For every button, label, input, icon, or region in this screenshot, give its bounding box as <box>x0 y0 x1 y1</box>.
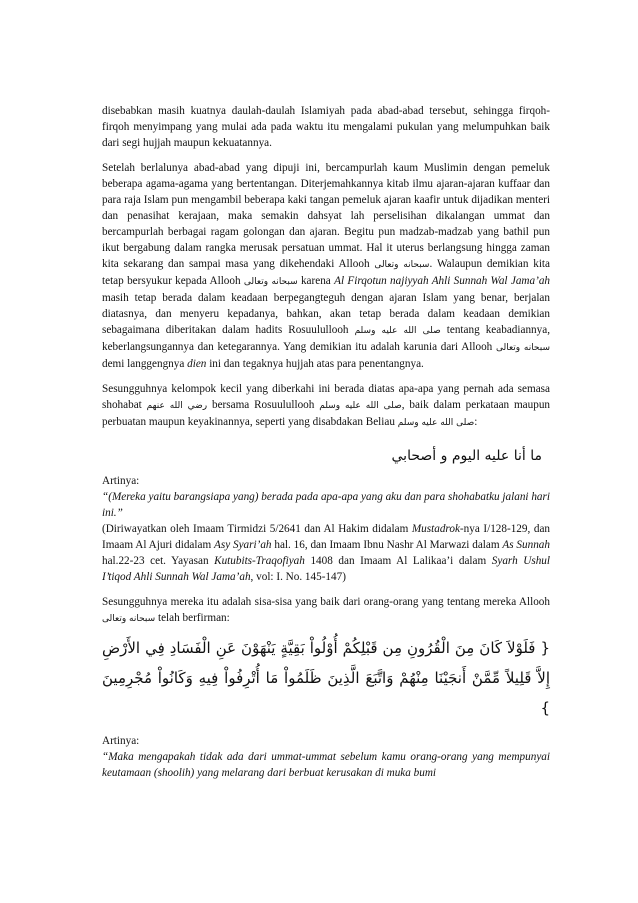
paragraph-4 <box>102 594 550 627</box>
p2-text-e: tentang keabadiannya, keberlangsungannya dan ketegarannya. Yang demikian itu adalah karunia dari Allooh <box>102 324 550 353</box>
p2-text-d: masih tetap berada dalam keadaan berpegangteguh dengan ajaran Islam yang benar, berjalan diatasnya, dan menyeru kepadanya, bahkan, akan tetap berada dalam keadaan demikian sebagaimana diberitakan dalam hadits Rosuulullooh <box>102 292 550 336</box>
artinya-1-text: “(Mereka yaitu barangsiapa yang) berada pada apa-apa yang aku dan para shohabatku jalani hari ini.” <box>102 491 550 519</box>
p3-text-c: , baik dalam perkataan maupun perbuatan maupun keyakinannya, seperti yang disabdakan Beliau <box>102 399 551 428</box>
p3-text-b: bersama Rosuulullooh <box>207 399 315 411</box>
hadith-source <box>102 521 550 585</box>
p3-arabic-radhiyallahu: رضي الله عنهم <box>146 401 208 411</box>
document-page <box>102 103 550 790</box>
p2-italic-dien: dien <box>187 358 207 370</box>
p2-arabic-honorific-2: سبحانه وتعالى <box>243 277 298 287</box>
p2-text-a: Setelah berlalunya abad-abad yang dipuji ini, bercampurlah kaum Muslimin dengan pemeluk beberapa agama-agama yang bertentangan. Diterjemahkannya kitab ilmu ajaran-ajaran kuffaar dan para raja Islam pun mengambil beberapa kaki tangan pemeluk ajaran kaafir untuk dijadikan menteri dan penasihat kerajaan, maka semakin dahsyat lah perselisihan dikalangan ummat dan bercampurlah berbagai ragam golongan dan ajaran. Begitu pun madzab-madzab yang bathil pun ikut bergabung dalam rangka merusak persatuan ummat. Hal it uterus berlangsung hingga zaman kita sekarang dan sampai masa yang dikehendaki Allooh <box>102 162 550 270</box>
source-text-d: hal.22-23 cet. Yayasan <box>102 555 215 567</box>
p2-text-g: ini dan tegaknya hujjah atas para penentangnya. <box>206 358 424 370</box>
source-italic-mustadrok: Mustadrok <box>411 523 460 535</box>
p2-arabic-honorific-3: سبحانه وتعالى <box>495 343 551 353</box>
artinya-2-text: “Maka mengapakah tidak ada dari ummat-ummat sebelum kamu orang-orang yang mempunyai keutamaan (shoolih) yang melarang dari berbuat kerusakan di muka bumi <box>102 751 550 779</box>
p3-text-a: Sesungguhnya kelompok kecil yang diberkahi ini berada diatas apa-apa yang pernah ada semasa shohabat <box>102 383 550 411</box>
paragraph-1 <box>102 103 550 151</box>
p4-text-b: telah berfirman: <box>155 612 230 624</box>
source-text-b: -nya I/128-129, dan Imaam Al Ajuri didalam <box>102 523 551 551</box>
p2-arabic-honorific-1: سبحانه وتعالى <box>374 260 430 270</box>
p3-arabic-salawat-2: صلى الله عليه وسلم <box>397 418 475 428</box>
p2-text-b: . Walaupun demikian kita tetap bersyukur kepada Allooh <box>102 258 551 287</box>
artinya-translation-1 <box>102 489 550 521</box>
artinya-label-1: Artinya: <box>102 475 140 487</box>
p3-arabic-salawat-1: صلى الله عليه وسلم <box>319 401 402 411</box>
paragraph-3 <box>102 381 550 431</box>
paragraph-2 <box>102 160 550 372</box>
source-italic-syariah: Asy Syari’ah <box>214 539 272 551</box>
source-italic-syarh: Syarh Ushul I’tiqod Ahli Sunnah Wal Jama’ah <box>102 555 550 583</box>
artinya-translation-2 <box>102 749 550 781</box>
source-italic-sunnah: As Sunnah <box>502 539 550 551</box>
p3-text-d: : <box>474 416 478 428</box>
source-text-f: , vol: I. No. 145-147) <box>250 571 346 583</box>
p2-text-c: karena <box>297 275 335 287</box>
source-text-a: (Diriwayatkan oleh Imaam Tirmidzi 5/2641 dan Al Hakim didalam <box>102 523 412 535</box>
source-italic-kutubits: Kutubits-Traqofiyah <box>214 555 305 567</box>
p4-text-a: Sesungguhnya mereka itu adalah sisa-sisa yang baik dari orang-orang yang tentang mereka Allooh <box>102 596 550 608</box>
p2-text-f: demi langgengnya <box>102 358 188 370</box>
paragraph-1-text: disebabkan masih kuatnya daulah-daulah Islamiyah pada abad-abad tersebut, sehingga firqoh-firqoh menyimpang yang mulai ada pada waktu itu mengalami pukulan yang melumpuhkan baik dari segi hujjah maupun kekuatannya. <box>102 105 550 149</box>
artinya-label-2: Artinya: <box>102 735 140 747</box>
arabic-quran-verse: { فَلَوْلاَ كَانَ مِنَ الْقُرُونِ مِن قَبْلِكُمْ أُوْلُواْ بَقِيَّةٍ يَنْهَوْنَ عَنِ الْفَسَادِ فِي الأَرْضِ إِلاَّ قَلِيلاً مِّمَّنْ أَنجَيْنَا مِنْهُمْ وَاتَّبَعَ الَّذِينَ ظَلَمُواْ مَا أُتْرِفُواْ فِيهِ وَكَانُواْ مُجْرِمِينَ } <box>102 639 550 717</box>
arabic-hadith-quote: ما أنا عليه اليوم و أصحابي <box>391 448 542 464</box>
p4-arabic-honorific: سبحانه وتعالى <box>102 614 156 624</box>
p2-arabic-salawat: صلى الله عليه وسلم <box>354 326 441 336</box>
source-text-e: 1408 dan Imaam Al Lalikaa’i dalam <box>304 555 492 567</box>
p2-italic-firqotun: Al Firqotun najiyyah Ahli Sunnah Wal Jama’ah <box>334 275 551 287</box>
source-text-c: hal. 16, dan Imaam Ibnu Nashr Al Marwazi dalam <box>271 539 503 551</box>
